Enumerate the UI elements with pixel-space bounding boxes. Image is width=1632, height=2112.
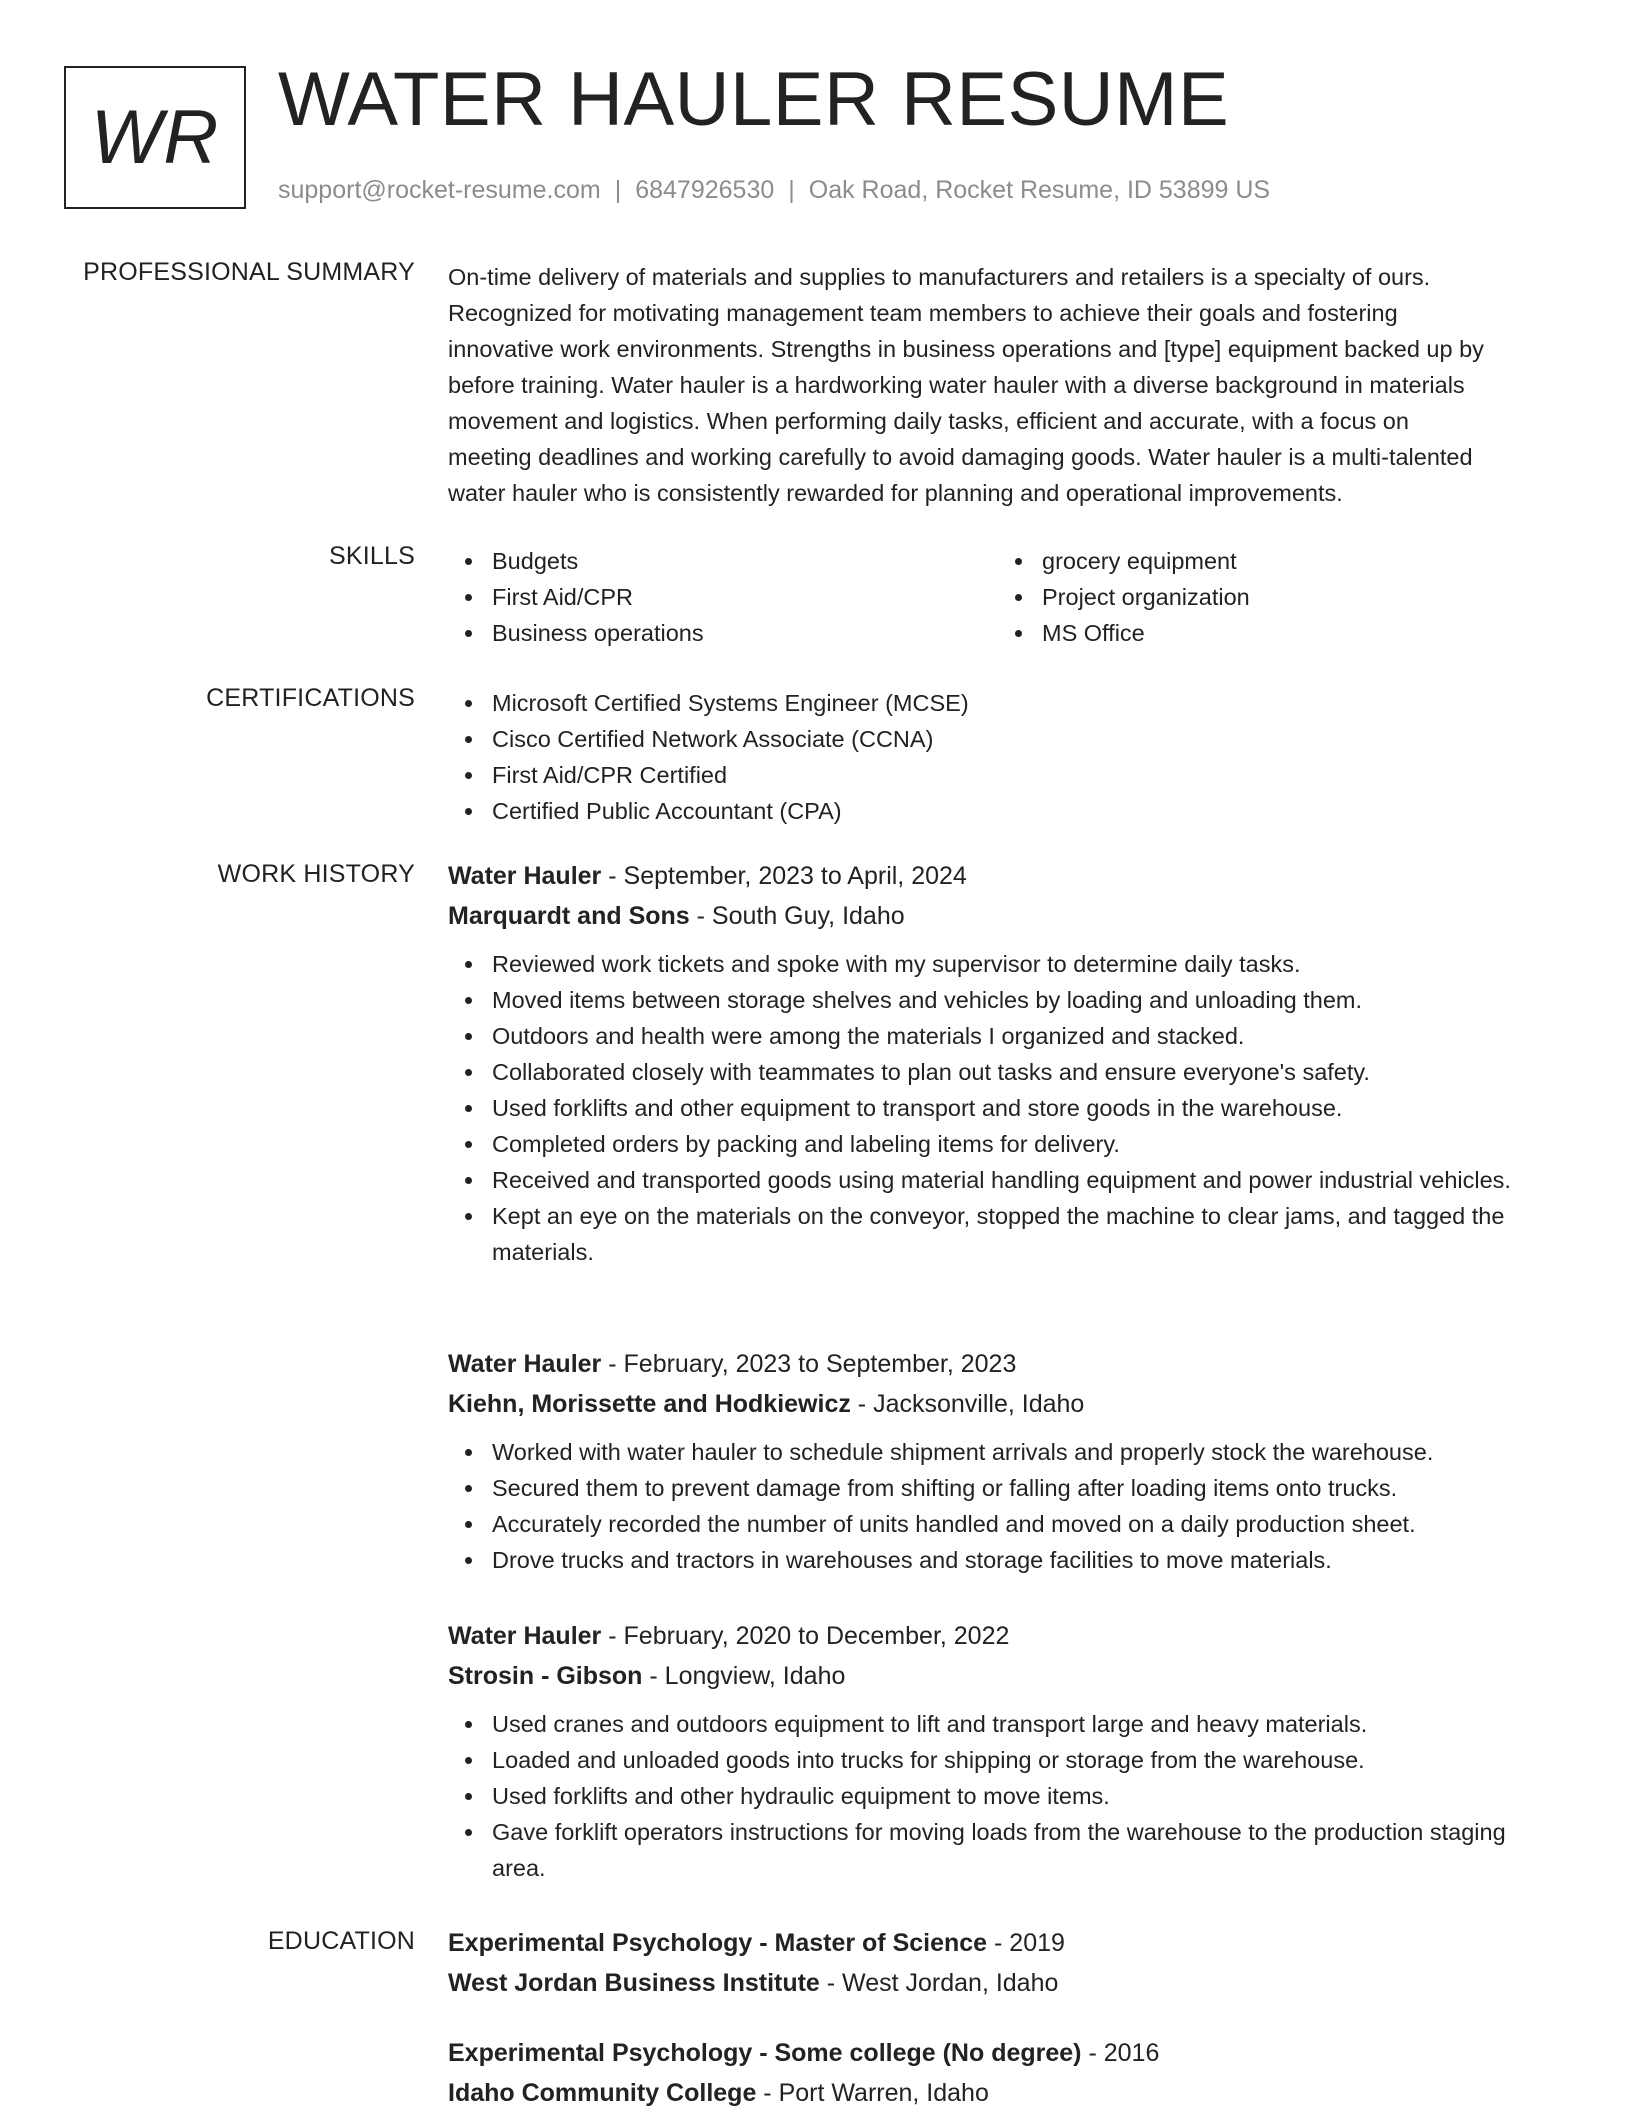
job-company-line xyxy=(448,1656,1558,1696)
section-heading-work-history: WORK HISTORY xyxy=(217,860,415,888)
education-school: West Jordan Business Institute xyxy=(448,1969,820,1997)
education-degree: Experimental Psychology - Some college (No degree) xyxy=(448,2039,1082,2067)
job-duty: Drove trucks and tractors in warehouses and storage facilities to move materials. xyxy=(448,1542,1558,1578)
job-company: Strosin - Gibson xyxy=(448,1662,643,1690)
education-entry xyxy=(448,2033,1558,2112)
job-duty: Secured them to prevent damage from shifting or falling after loading items onto trucks. xyxy=(448,1470,1558,1506)
skills-list xyxy=(448,543,1558,651)
job-duty: Outdoors and health were among the materials I organized and stacked. xyxy=(448,1018,1558,1054)
summary-line: before training. Water hauler is a hardworking water hauler with a diverse background in materials xyxy=(448,372,1465,398)
job-dates: - February, 2023 to September, 2023 xyxy=(601,1350,1017,1378)
certification-item: First Aid/CPR Certified xyxy=(448,757,1558,793)
job-location: - Jacksonville, Idaho xyxy=(850,1390,1085,1418)
job-title-line xyxy=(448,1344,1558,1384)
section-heading-skills: SKILLS xyxy=(329,542,415,570)
skills-column-right xyxy=(998,543,1548,651)
job-duty: Completed orders by packing and labeling items for delivery. xyxy=(448,1126,1558,1162)
job-title: Water Hauler xyxy=(448,1622,602,1650)
summary-line: Recognized for motivating management team members to achieve their goals and fostering xyxy=(448,300,1398,326)
skill-item: Project organization xyxy=(998,579,1548,615)
job-company-line xyxy=(448,896,1558,936)
job-location: - Longview, Idaho xyxy=(642,1662,846,1690)
job-company-line xyxy=(448,1384,1558,1424)
job-duty: Used forklifts and other equipment to transport and store goods in the warehouse. xyxy=(448,1090,1558,1126)
education-location: - Port Warren, Idaho xyxy=(756,2079,989,2107)
contact-phone[interactable]: 6847926530 xyxy=(635,176,775,204)
summary-line: water hauler who is consistently rewarded for planning and operational improvements. xyxy=(448,480,1343,506)
section-heading-certifications: CERTIFICATIONS xyxy=(206,684,415,712)
job-entry xyxy=(448,1344,1558,1578)
job-duty: Collaborated closely with teammates to plan out tasks and ensure everyone's safety. xyxy=(448,1054,1558,1090)
skill-item: Budgets xyxy=(448,543,998,579)
contact-line xyxy=(278,176,1270,205)
job-duty: Loaded and unloaded goods into trucks for shipping or storage from the warehouse. xyxy=(448,1742,1558,1778)
skill-item: MS Office xyxy=(998,615,1548,651)
summary-line: movement and logistics. When performing daily tasks, efficient and accurate, with a focus on xyxy=(448,408,1409,434)
certification-item: Microsoft Certified Systems Engineer (MCSE) xyxy=(448,685,1558,721)
job-duty: Moved items between storage shelves and vehicles by loading and unloading them. xyxy=(448,982,1558,1018)
education-location: - West Jordan, Idaho xyxy=(819,1969,1059,1997)
education-year: - 2016 xyxy=(1081,2039,1160,2067)
contact-separator: | xyxy=(788,176,795,204)
summary-line: meeting deadlines and working carefully to avoid damaging goods. Water hauler is a multi-talented xyxy=(448,444,1473,470)
education-school-line xyxy=(448,2073,1558,2112)
skill-item: grocery equipment xyxy=(998,543,1548,579)
certification-item: Certified Public Accountant (CPA) xyxy=(448,793,1558,829)
certifications-list xyxy=(448,685,1558,829)
job-location: - South Guy, Idaho xyxy=(689,902,905,930)
education-school: Idaho Community College xyxy=(448,2079,757,2107)
job-duty: Gave forklift operators instructions for moving loads from the warehouse to the production staging area. xyxy=(448,1814,1558,1886)
job-title-line xyxy=(448,1616,1558,1656)
summary-line: innovative work environments. Strengths in business operations and [type] equipment backed up by xyxy=(448,336,1484,362)
education-entry xyxy=(448,1923,1558,2003)
education-school-line xyxy=(448,1963,1558,2003)
education-degree-line xyxy=(448,2033,1558,2073)
job-duty: Used cranes and outdoors equipment to lift and transport large and heavy materials. xyxy=(448,1706,1558,1742)
resume-title: WATER HAULER RESUME xyxy=(278,57,1230,142)
job-duty: Reviewed work tickets and spoke with my supervisor to determine daily tasks. xyxy=(448,946,1558,982)
job-duty: Worked with water hauler to schedule shipment arrivals and properly stock the warehouse. xyxy=(448,1434,1558,1470)
contact-separator: | xyxy=(614,176,622,204)
job-company: Marquardt and Sons xyxy=(448,902,690,930)
job-duty: Received and transported goods using material handling equipment and power industrial vehicles. xyxy=(448,1162,1558,1198)
education-degree: Experimental Psychology - Master of Science xyxy=(448,1929,988,1957)
summary-line: On-time delivery of materials and supplies to manufacturers and retailers is a specialty of ours. xyxy=(448,264,1431,290)
job-duty: Kept an eye on the materials on the conveyor, stopped the machine to clear jams, and tagged the materials. xyxy=(448,1198,1558,1270)
certification-item: Cisco Certified Network Associate (CCNA) xyxy=(448,721,1558,757)
monogram-box xyxy=(64,66,246,209)
contact-address: Oak Road, Rocket Resume, ID 53899 US xyxy=(808,176,1271,204)
section-heading-education: EDUCATION xyxy=(267,1927,415,1955)
job-title-line xyxy=(448,856,1558,896)
job-entry xyxy=(448,856,1558,1270)
job-duties xyxy=(448,1434,1558,1578)
skills-column-left xyxy=(448,543,998,651)
contact-email[interactable]: support@rocket-resume.com xyxy=(278,176,601,204)
education-degree-line xyxy=(448,1923,1558,1963)
skill-item: First Aid/CPR xyxy=(448,579,998,615)
job-duties xyxy=(448,946,1558,1270)
job-duty: Used forklifts and other hydraulic equipment to move items. xyxy=(448,1778,1558,1814)
job-dates: - February, 2020 to December, 2022 xyxy=(601,1622,1010,1650)
job-duty: Accurately recorded the number of units handled and moved on a daily production sheet. xyxy=(448,1506,1558,1542)
job-dates: - September, 2023 to April, 2024 xyxy=(601,862,967,890)
job-duties xyxy=(448,1706,1558,1886)
job-title: Water Hauler xyxy=(448,1350,602,1378)
section-heading-summary: PROFESSIONAL SUMMARY xyxy=(83,258,415,286)
summary-text xyxy=(448,259,1558,511)
job-entry xyxy=(448,1616,1558,1886)
skill-item: Business operations xyxy=(448,615,998,651)
education-year: - 2019 xyxy=(987,1929,1065,1957)
monogram-initials: WR xyxy=(90,95,220,180)
job-company: Kiehn, Morissette and Hodkiewicz xyxy=(448,1390,851,1418)
job-title: Water Hauler xyxy=(448,862,602,890)
